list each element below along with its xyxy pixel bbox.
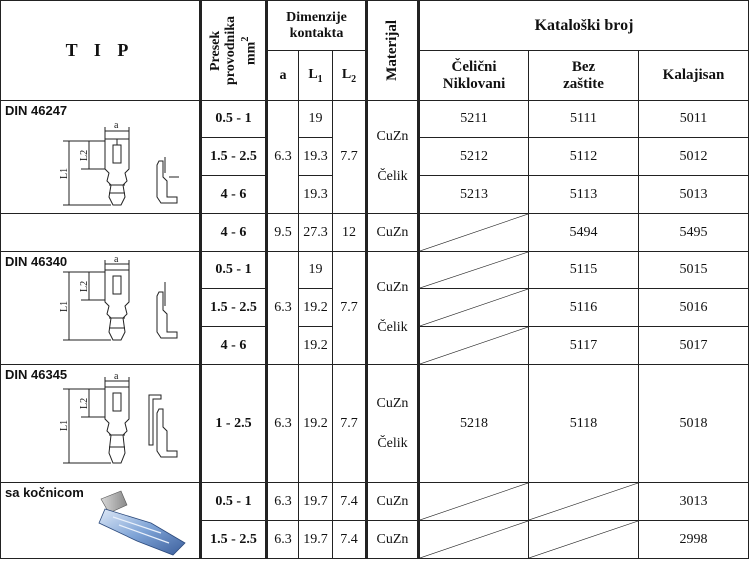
drawing-a-label: a (114, 371, 119, 382)
cell-a: 6.3 (267, 365, 299, 483)
col3-header: Kalajisan (639, 51, 749, 101)
cell-l2: 7.4 (333, 521, 367, 559)
table-row (1, 101, 749, 138)
tip-header (1, 1, 201, 101)
cell-cat1: 5213 (419, 176, 529, 214)
cell-l1: 19.7 (299, 483, 333, 521)
terminal-drawing-icon (1, 101, 201, 213)
cell-presek: 1 - 2.5 (201, 365, 267, 483)
material-celik: Čelik (377, 435, 408, 451)
cell-l1: 19.3 (299, 138, 333, 176)
cell-l2: 7.7 (333, 365, 367, 483)
cell-a: 6.3 (267, 521, 299, 559)
diagonal-line-icon (420, 214, 528, 251)
drawing-a-label: a (114, 254, 119, 265)
drawing-l1-label: L1 (59, 419, 70, 431)
col1-line2: Niklovani (442, 75, 506, 92)
cell-presek: 4 - 6 (201, 327, 267, 365)
cell-l1: 19.7 (299, 521, 333, 559)
tip-label: DIN 46340 (5, 254, 68, 269)
cell-cat1-empty (419, 327, 529, 365)
cell-l1: 19 (299, 252, 333, 289)
cell-material (367, 252, 419, 365)
tip-sa-kocnicom (1, 483, 201, 559)
cell-cat2: 5117 (529, 327, 639, 365)
tip-din46247-extra (1, 214, 201, 252)
cell-presek: 1.5 - 2.5 (201, 521, 267, 559)
dim-l2-letter: L (341, 66, 352, 82)
diagonal-line-icon (529, 521, 638, 558)
terminal-drawing-icon (1, 365, 201, 483)
cell-cat3: 5017 (639, 327, 749, 365)
dim-l1-sub: 1 (317, 73, 323, 85)
drawing-l2-label: L2 (79, 280, 90, 292)
cell-l1: 19.2 (299, 327, 333, 365)
cell-l1: 27.3 (299, 214, 333, 252)
cell-a: 9.5 (267, 214, 299, 252)
cell-cat2: 5118 (529, 365, 639, 483)
cell-l1: 19.2 (299, 365, 333, 483)
cell-l2: 7.7 (333, 101, 367, 214)
cell-cat1: 5218 (419, 365, 529, 483)
diagonal-line-icon (420, 289, 528, 326)
materijal-header-text: Materijal (384, 20, 400, 81)
material-cuzn: CuZn (376, 129, 409, 144)
cell-a: 6.3 (267, 252, 299, 365)
cell-material (367, 365, 419, 483)
presek-line1: Presek (208, 30, 224, 71)
drawing-a-label: a (114, 120, 119, 131)
cell-cat2-empty (529, 483, 639, 521)
cell-cat1: 5211 (419, 101, 529, 138)
col2-line1: Bez (571, 58, 596, 75)
table-row (1, 365, 749, 483)
cell-cat3: 3013 (639, 483, 749, 521)
katalog-header: Kataloški broj (419, 1, 749, 51)
cell-cat3: 5013 (639, 176, 749, 214)
material-celik: Čelik (377, 320, 408, 335)
dim-l2-header (333, 51, 367, 101)
cell-cat2: 5111 (529, 101, 639, 138)
cell-cat1-empty (419, 483, 529, 521)
dimenzije-line1: Dimenzije (286, 9, 347, 25)
cell-presek: 0.5 - 1 (201, 483, 267, 521)
cell-l2: 7.4 (333, 483, 367, 521)
dim-l1-header (299, 51, 333, 101)
tip-title: T I P (65, 40, 135, 60)
cell-cat2: 5116 (529, 289, 639, 327)
cell-cat1: 5212 (419, 138, 529, 176)
cell-l1: 19 (299, 101, 333, 138)
dim-l1-letter: L (308, 66, 318, 82)
terminal-drawing-icon (1, 252, 201, 364)
presek-unit: mm (243, 41, 259, 65)
material-cuzn: CuZn (376, 280, 409, 295)
cell-cat2-empty (529, 521, 639, 559)
diagonal-line-icon (420, 521, 528, 558)
cell-material: CuZn (367, 521, 419, 559)
dim-l2-sub: 2 (351, 73, 357, 85)
cell-cat3: 5015 (639, 252, 749, 289)
material-celik: Čelik (377, 169, 408, 184)
tip-din46247 (1, 101, 201, 214)
col2-header (529, 51, 639, 101)
col1-header (419, 51, 529, 101)
cell-l2: 7.7 (333, 252, 367, 365)
diagonal-line-icon (420, 252, 528, 288)
col1-line1: Čelični (451, 58, 497, 75)
cell-presek: 1.5 - 2.5 (201, 138, 267, 176)
drawing-l1-label: L1 (59, 167, 70, 179)
cell-cat3: 5495 (639, 214, 749, 252)
cell-cat3: 5011 (639, 101, 749, 138)
drawing-l1-label: L1 (59, 300, 70, 312)
cell-cat3: 5018 (639, 365, 749, 483)
drawing-l2-label: L2 (79, 397, 90, 409)
table-row (1, 483, 749, 521)
cell-l1: 19.2 (299, 289, 333, 327)
cell-presek: 0.5 - 1 (201, 101, 267, 138)
diagonal-line-icon (420, 327, 528, 364)
terminal-photo-icon (1, 483, 201, 559)
presek-header (201, 1, 267, 101)
cell-presek: 0.5 - 1 (201, 252, 267, 289)
presek-header-text (208, 16, 259, 85)
cell-cat2: 5113 (529, 176, 639, 214)
cell-presek: 1.5 - 2.5 (201, 289, 267, 327)
tip-label: DIN 46345 (5, 367, 68, 382)
header-row-top (1, 1, 749, 51)
drawing-l2-label: L2 (79, 149, 90, 161)
col2-line2: zaštite (563, 75, 604, 92)
dimenzije-line2: kontakta (289, 25, 344, 41)
cell-l1: 19.3 (299, 176, 333, 214)
table-row (1, 252, 749, 289)
dimenzije-header (267, 1, 367, 51)
diagonal-line-icon (420, 483, 528, 520)
cell-cat1-empty (419, 252, 529, 289)
cell-material: CuZn (367, 214, 419, 252)
tip-label: DIN 46247 (5, 103, 68, 118)
diagonal-line-icon (529, 483, 638, 520)
tip-label: sa kočnicom (5, 485, 84, 500)
presek-line2: provodnika (223, 16, 239, 85)
dim-a-header: a (267, 51, 299, 101)
cell-material (367, 101, 419, 214)
cell-presek: 4 - 6 (201, 214, 267, 252)
cell-cat1-empty (419, 521, 529, 559)
cell-a: 6.3 (267, 483, 299, 521)
cell-cat3: 2998 (639, 521, 749, 559)
cell-material: CuZn (367, 483, 419, 521)
cell-l2: 12 (333, 214, 367, 252)
cell-cat2: 5115 (529, 252, 639, 289)
cell-cat3: 5012 (639, 138, 749, 176)
materijal-header (367, 1, 419, 101)
cell-presek: 4 - 6 (201, 176, 267, 214)
cell-cat2: 5494 (529, 214, 639, 252)
table-row (1, 214, 749, 252)
cell-cat3: 5016 (639, 289, 749, 327)
cell-a: 6.3 (267, 101, 299, 214)
cell-cat1-empty (419, 214, 529, 252)
material-cuzn: CuZn (376, 395, 409, 411)
presek-sup: 2 (240, 36, 252, 42)
cell-cat2: 5112 (529, 138, 639, 176)
tip-din46340 (1, 252, 201, 365)
cell-cat1-empty (419, 289, 529, 327)
tip-din46345 (1, 365, 201, 483)
